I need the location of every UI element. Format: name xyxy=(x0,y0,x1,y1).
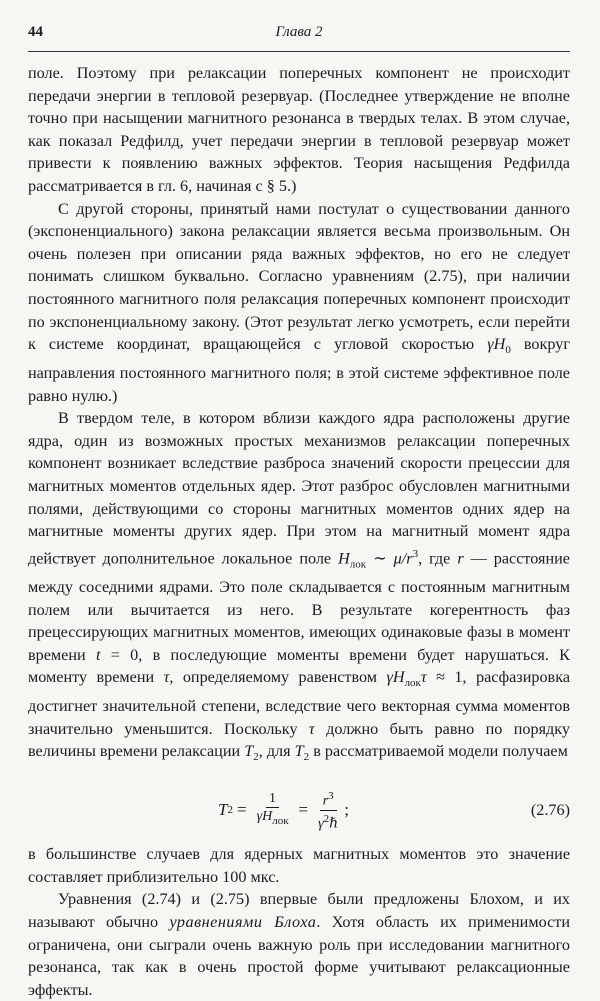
chapter-title: Глава 2 xyxy=(275,24,323,40)
page-header xyxy=(28,24,570,48)
paragraph-2: С другой стороны, принятый нами постулат о существовании данного (экспоненциального) закона релаксации является весьма произвольным. Он очень полезен при описании ряда важных эффектов, но его не следует понимать слишком буквально. Согласно уравнениям (2.75), при наличии постоянного магнитного поля релаксация поперечных компонент происходит по экспоненциальному закону. (Этот результат легко усмотреть, если перейти к системе координат, вращающейся с угловой скоростью $\gamma H_0$ вокруг направления постоянного магнитного поля; в этой системе эффективное поле равно нулю.) xyxy=(28,199,571,405)
paragraph-1: поле. Поэтому при релаксации поперечных компонент не происходит передачи энергии в тепловой резервуар. (Последнее утверждение не вполне точно при насыщении магнитного резонанса в твердых телах. В этом случае, как показал Редфилд, учет передачи энергии в тепловой резервуар может привести к появлению важных эффектов. Теория насыщения Редфилда рассматривается в гл. 6, начиная с § 5.) xyxy=(28,64,570,195)
equation-body: T 2 = $\frac{1}{\gamma H_{лок}}$ = $\frac{r^3}{\gamma^2\hbar}$ ; xyxy=(218,790,349,832)
paragraph-5: Уравнения (2.74) и (2.75) впервые были предложены Блохом, и их называют обычно уравнениями Блоха. Хотя область их применимости ограничена, они сыграли очень важную роль при исследовании магнитного резонанса, так как в очень простой форме учитывают релаксационные эффекты. xyxy=(28,890,570,999)
equation-2-76 xyxy=(28,780,570,838)
fraction-2: $\frac{r^3}{\gamma^2\hbar}$ xyxy=(318,790,339,832)
page-number: 44 xyxy=(28,24,43,40)
bloch-equations-term: уравнениями Блоха xyxy=(169,912,317,931)
paragraph-4: в большинстве случаев для ядерных магнитных моментов это значение составляет приблизительно 100 мкс. xyxy=(28,845,570,886)
paragraph-3: В твердом теле, в котором вблизи каждого ядра расположены другие ядра, один из возможных простых механизмов релаксации поперечных компонент возникает вследствие разброса значений скорости прецессии для магнитных моментов отдельных ядер. Этот разброс обусловлен магнитными полями, действующими со стороны магнитных моментов одних ядер на магнитные моменты других ядер. При этом на магнитный момент ядра действует дополнительное локальное поле $H_{лок}$ ∼ $\mu/r^3$, где r — расстояние между соседними ядрами. Это поле складывается с постоянным магнитным полем или вычитается из него. В результате когерентность фаз прецессирующих магнитных моментов, имеющих одинаковые фазы в момент времени t = 0, в последующие моменты времени будет нарушаться. К моменту времени τ, определяемому равенством $\gamma H_{лок}\tau \approx 1$, расфазировка достигнет значительной степени, вследствие чего векторная сумма моментов значительно уменьшится. Поскольку τ должно быть равно по порядку величины времени релаксации $T_2$, для $T_2$ в рассматриваемой модели получаем xyxy=(28,409,570,764)
header-rule xyxy=(28,51,570,52)
fraction-1: $\frac{1}{\gamma H_{лок}}$ xyxy=(256,791,289,828)
equation-number: (2.76) xyxy=(530,801,570,820)
page-body xyxy=(28,62,570,1001)
